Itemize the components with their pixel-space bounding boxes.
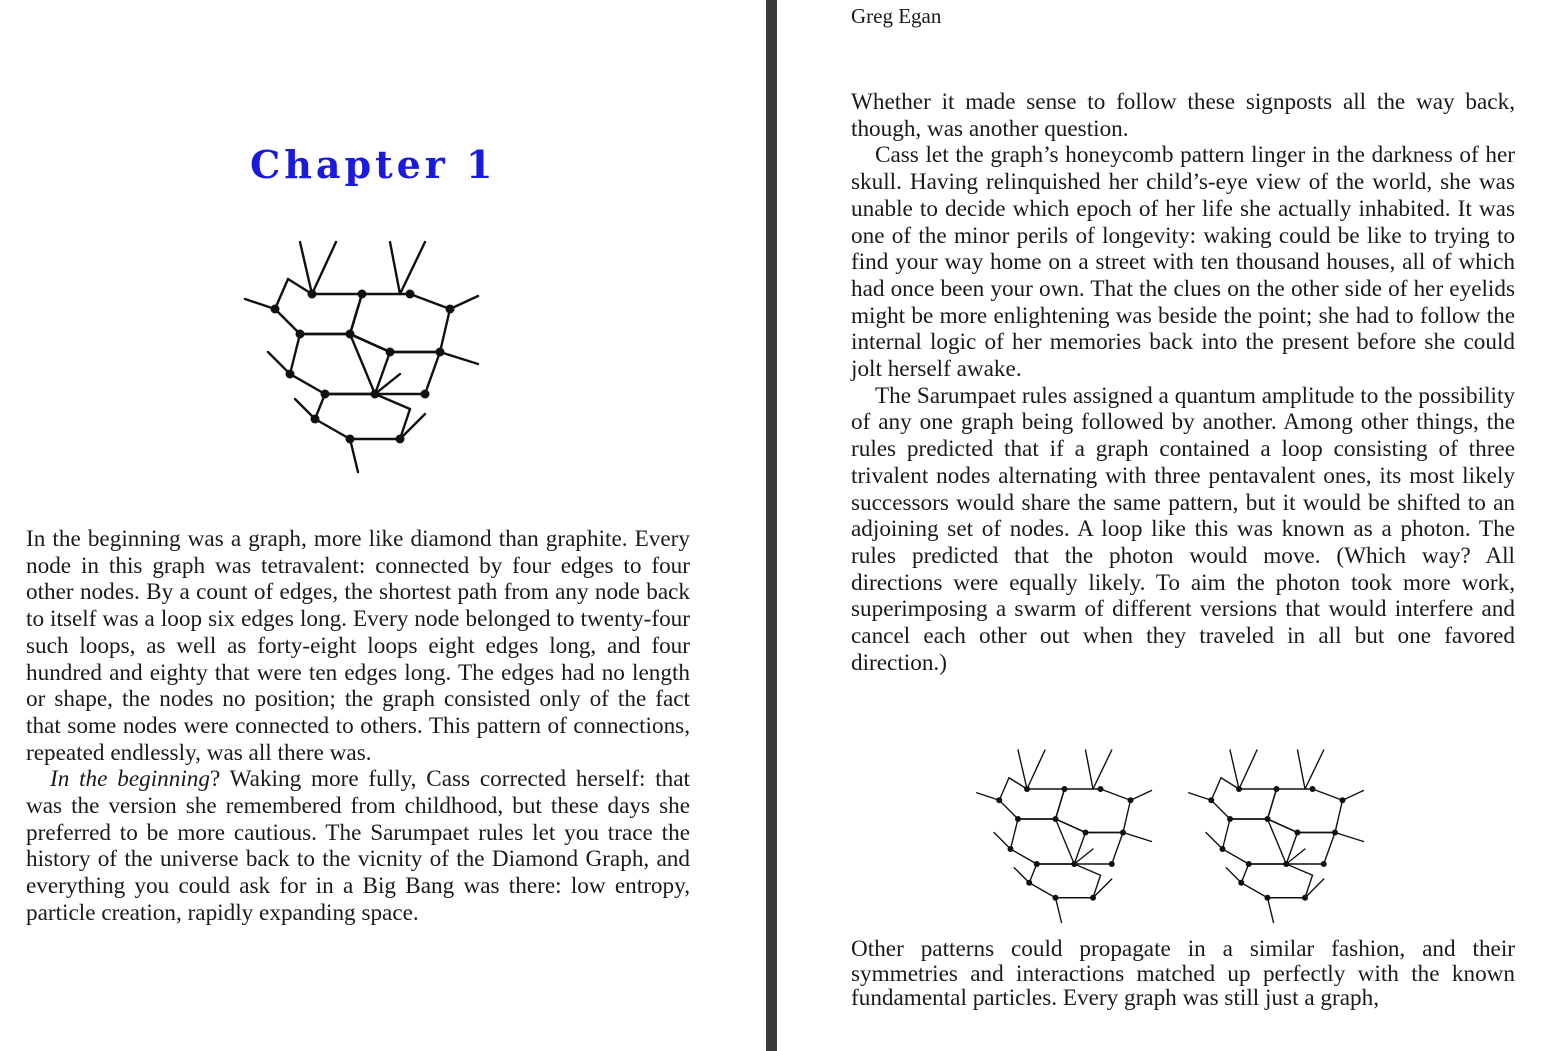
graph-edge [1268,789,1277,819]
graph-node [1332,830,1338,836]
graph-edge [425,352,440,394]
graph-node [1062,786,1068,792]
graph-edge [1335,800,1343,832]
graph-edge [1286,864,1312,875]
graph-node [1220,846,1226,852]
graph-edge [999,800,1018,819]
graph-edge [1018,750,1027,789]
chapter-title: Chapter 1 [250,142,497,187]
graph-node [296,330,305,339]
graph-node [1227,816,1233,822]
graph-edge [1112,833,1123,865]
graph-node [1302,895,1308,901]
graph-edge [315,419,350,439]
graph-edge [1074,864,1100,875]
graph-edge [1086,750,1094,789]
graph-node [1274,786,1280,792]
graph-node [1128,797,1134,803]
graph-edge [440,352,478,364]
graph-node [1053,895,1059,901]
graph-edge [290,374,325,394]
graph-edge [450,296,478,309]
graph-node [1265,895,1271,901]
graph-edge [999,778,1009,801]
running-header-author: Greg Egan [851,4,942,28]
graph-edge [1211,800,1230,819]
graph-edge [1029,883,1055,898]
graph-edge [1189,793,1212,801]
left-body-text [26,526,690,927]
graph-edge [1029,864,1037,883]
graph-node [1265,816,1271,822]
graph-edge [1230,750,1239,789]
graph-node [396,435,405,444]
left-page [0,0,766,1051]
graph-node [1246,861,1252,867]
graph-node [1238,880,1244,886]
graph-edge [1239,750,1257,789]
graph-edge [275,309,300,334]
graph-edge [1206,833,1223,850]
graph-edge [1101,789,1131,800]
graph-node [1026,880,1032,886]
graph-node [1120,830,1126,836]
right-body-text [851,89,1515,676]
graph-node [1321,861,1327,867]
paragraph: In the beginning was a graph, more like diamond than graphite. Every node in this graph was tetravalent: connected by four edges to four other nodes. By a count of edges, the shortest path from any node back to itself was a loop six edges long. Every node belonged to twenty-four such loops, as well as forty-eight loops eight edges long, and four hundred and eighty that were ten edges long. The edges had no length or shape, the nodes no position; the graph consisted only of the fact that some nodes were connected to others. This pattern of connections, repeated endlessly, was all there was. [26,526,690,766]
graph-node [308,290,317,299]
graph-node [1310,786,1316,792]
photon-graph-after-figure [1183,742,1368,927]
graph-node [271,305,280,314]
graph-node [406,290,415,299]
graph-edge [1056,898,1062,923]
graph-node [346,330,355,339]
graph-node [386,348,395,357]
graph-edge [1223,819,1231,849]
graph-node [421,390,430,399]
graph-edge [1223,849,1249,864]
graph-edge [440,309,450,352]
graph-edge [312,242,336,294]
graph-edge [350,294,362,334]
graph-node [371,390,380,399]
graph-edge [1241,883,1267,898]
paragraph-rest: ? Waking more fully, Cass corrected herself: that was the version she remembered from childhood, but these days she preferred to be more cautious. The Sarumpaet rules let you trace the history of the universe back to the vicnity of the Diamond Graph, and everything you could ask for in a Big Bang was there: low entropy, particle creation, rapidly expanding space. [26,766,690,926]
graph-edge [994,833,1011,850]
graph-node [1098,786,1104,792]
graph-node [996,797,1002,803]
closing-text [851,937,1515,1011]
graph-node [311,415,320,424]
graph-node [1295,830,1301,836]
graph-node [1340,797,1346,803]
graph-edge [977,793,1000,801]
graph-edge [1014,868,1029,883]
graph-edge [1123,800,1131,832]
graph-edge [1298,750,1306,789]
graph-edge [1313,789,1343,800]
graph-edge [1011,819,1019,849]
graph-node [321,390,330,399]
paragraph [26,766,690,926]
graph-node [1008,846,1014,852]
graph-edge [1093,750,1112,789]
graph-node [446,305,455,314]
graph-edge [1335,833,1364,842]
italic-phrase: In the beginning [50,766,210,793]
graph-node [1015,816,1021,822]
graph-node [1083,830,1089,836]
graph-node [1090,895,1096,901]
paragraph: Whether it made sense to follow these signposts all the way back, though, was another question. [851,89,1515,142]
graph-edge [1343,791,1364,801]
graph-node [436,348,445,357]
graph-edge [245,299,275,309]
page-divider [766,0,777,1051]
graph-node [1024,786,1030,792]
right-page [777,0,1545,1051]
diamond-graph-figure [238,232,483,477]
graph-edge [1268,898,1274,923]
graph-node [358,290,367,299]
graph-node [1053,816,1059,822]
graph-edge [1123,833,1152,842]
graph-edge [268,352,290,374]
graph-edge [1131,791,1152,801]
graph-node [1236,786,1242,792]
graph-node [1283,861,1289,867]
graph-edge [1324,833,1335,865]
paragraph: The Sarumpaet rules assigned a quantum amplitude to the possibility of any one graph being followed by another. Among other things, the rules predicted that if a graph contained a loop consisting of three trivalent nodes alternating with three pentavalent ones, its most likely successors would share the same pattern, but it would be shifted to an adjoining set of nodes. A loop like this was known as a photon. The rules predicted that the photon would move. (Which way? All directions were equally likely. To aim the photon took more work, superimposing a swarm of different versions that would interfere and cancel each other out when they traveled in all but one favored direction.) [851,382,1515,676]
paragraph: Other patterns could propagate in a similar fashion, and their symmetries and interactions matched up perfectly with the known fundamental particles. Every graph was still just a graph, [851,936,1515,1011]
graph-edge [1011,849,1037,864]
graph-edge [300,242,312,294]
graph-edge [1241,864,1249,883]
graph-edge [1211,778,1221,801]
graph-edge [1226,868,1241,883]
graph-node [1071,861,1077,867]
graph-edge [1305,750,1324,789]
graph-node [1208,797,1214,803]
graph-edge [400,242,425,294]
photon-graph-before-figure [971,742,1156,927]
graph-node [1109,861,1115,867]
graph-edge [350,439,358,472]
graph-edge [410,294,450,309]
graph-edge [290,334,300,374]
graph-node [1034,861,1040,867]
paragraph: Cass let the graph’s honeycomb pattern linger in the darkness of her skull. Having relinquished her child’s-eye view of the world, she was unable to decide which epoch of her life she actually inhabited. It was one of the minor perils of longevity: waking could be like to trying to find your way home on a street with ten thousand houses, all of which had once been your own. That the clues on the other side of her eyelids might be more enlightening was beside the point; she had to follow the internal logic of her memories back into the present before she could jolt herself awake. [851,142,1515,383]
graph-edge [1027,750,1045,789]
graph-edge [375,394,410,409]
graph-node [286,370,295,379]
graph-edge [1056,789,1065,819]
graph-node [346,435,355,444]
graph-edge [390,242,400,294]
graph-edge [275,279,288,309]
